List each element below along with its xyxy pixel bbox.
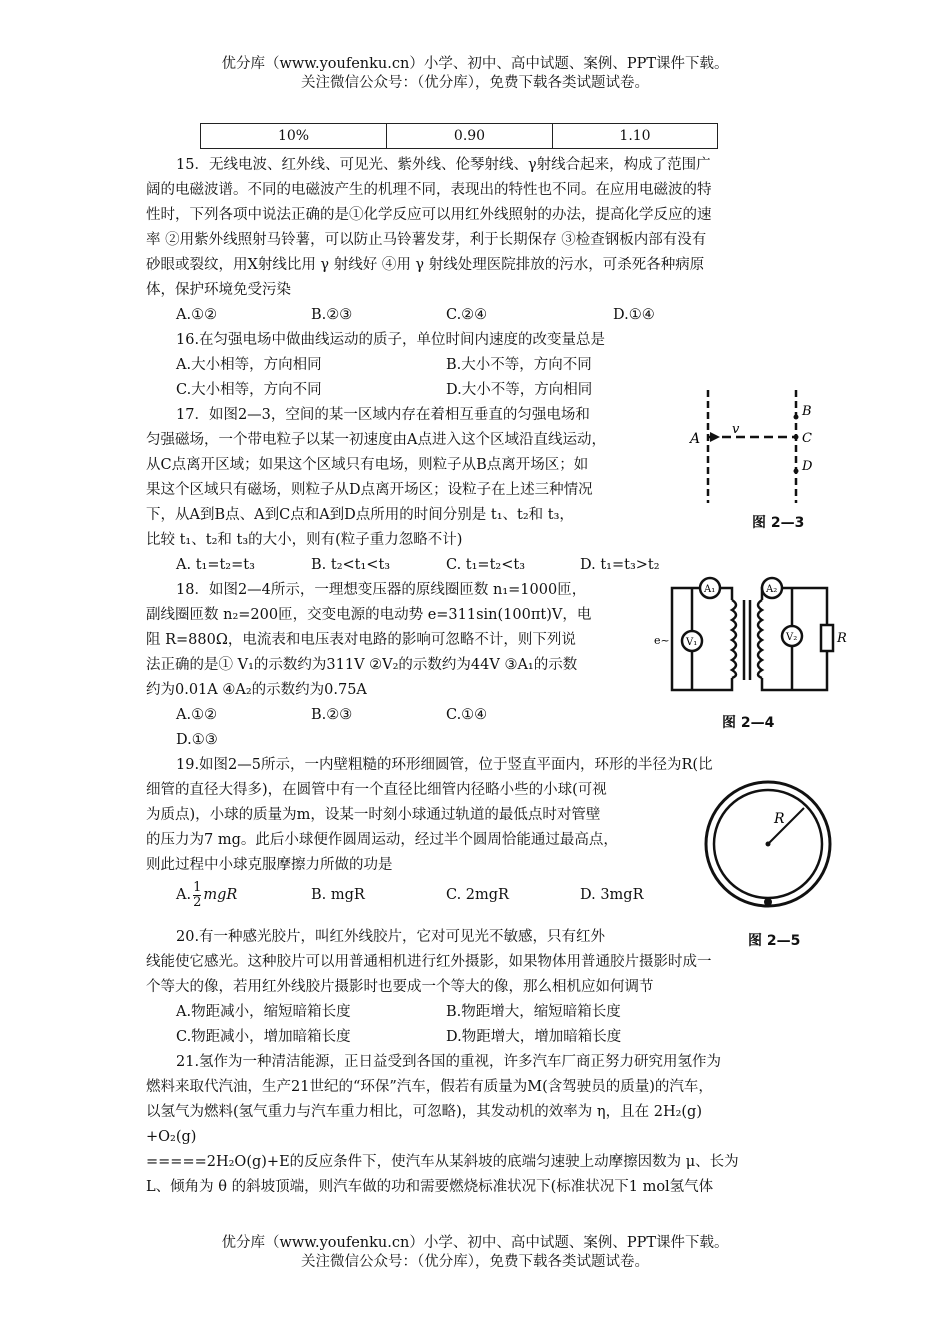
q16-option-d: D.大小不等，方向相同 <box>446 382 593 398</box>
fig-label-v2: V₂ <box>786 632 798 643</box>
fig-label-r: R <box>837 631 847 646</box>
q18-line: 阻 R=880Ω，电流表和电压表对电路的影响可忽略不计，则下列说 <box>146 632 576 648</box>
q16-option-a: A.大小相等，方向相同 <box>176 357 322 373</box>
q17-option-d: D. t₁=t₃>t₂ <box>580 557 660 573</box>
data-table <box>200 123 718 149</box>
q20-option-a: A.物距减小，缩短暗箱长度 <box>176 1004 351 1020</box>
q15-option-c: C.②④ <box>446 307 488 323</box>
header-line-2: 关注微信公众号：（优分库），免费下载各类试题试卷。 <box>301 75 649 91</box>
header-line-1: 优分库（www.youfenku.cn）小学、初中、高中试题、案例、PPT课件下载。 <box>221 56 729 72</box>
q18-line: 法正确的是① V₁的示数约为311V ②V₂的示数约为44V ③A₁的示数 <box>146 657 578 673</box>
fig-label-b: B <box>802 404 812 419</box>
q19-line: 则此过程中小球克服摩擦力所做的功是 <box>146 857 393 873</box>
q16-option-b: B.大小不等，方向不同 <box>446 357 592 373</box>
q17-line: 果这个区域只有磁场，则粒子从D点离开场区；设粒子在上述三种情况 <box>146 482 593 498</box>
fraction-numerator: 1 <box>193 879 202 895</box>
q17-option-c: C. t₁=t₂<t₃ <box>446 557 526 573</box>
q18-option-d: D.①③ <box>176 732 218 748</box>
q19-option-a-prefix: A. <box>176 887 192 903</box>
q19-line: 19.如图2—5所示，一内壁粗糙的环形细圆管，位于竖直平面内，环形的半径为R(比 <box>176 757 713 773</box>
q19-line: 的压力为7 mg。此后小球便作圆周运动，经过半个圆周恰能通过最高点， <box>146 832 618 848</box>
q21-line: L、倾角为 θ 的斜坡顶端，则汽车做的功和需要燃烧标准状况下(标准状况下1 mol氢气体 <box>146 1179 714 1195</box>
q19-line: 细管的直径大得多)，在圆管中有一个直径比细管内径略小些的小球(可视 <box>146 782 607 798</box>
q17-line: 下，从A到B点、A到C点和A到D点所用的时间分别是 t₁、t₂和 t₃， <box>146 507 574 523</box>
q20-option-d: D.物距增大，增加暗箱长度 <box>446 1029 622 1045</box>
fig-label-a: A <box>690 431 701 447</box>
q16-option-c: C.大小相等，方向不同 <box>176 382 322 398</box>
q16-stem: 16.在匀强电场中做曲线运动的质子，单位时间内速度的改变量总是 <box>176 332 606 348</box>
q21-line: =====2H₂O(g)+E的反应条件下，使汽车从某斜坡的底端匀速驶上动摩擦因数为 μ、长为 <box>146 1154 739 1170</box>
figure-2-4 <box>652 570 852 710</box>
table-cell: 0.90 <box>387 124 553 149</box>
q20-line: 线能使它感光。这种胶片可以用普通相机进行红外摄影，如果物体用普通胶片摄影时成一 <box>146 954 712 970</box>
q21-line: 21.氢作为一种清洁能源，正日益受到各国的重视，许多汽车厂商正努力研究用氢作为 <box>176 1054 722 1070</box>
q15-line: 15．无线电波、红外线、可见光、紫外线、伦琴射线、γ射线合起来，构成了范围广 <box>176 157 711 173</box>
q15-line: 砂眼或裂纹，用X射线比用 γ 射线好 ④用 γ 射线处理医院排放的污水，可杀死各种病原 <box>146 257 705 273</box>
q15-line: 性时，下列各项中说法正确的是①化学反应可以用红外线照射的办法，提高化学反应的速 <box>146 207 712 223</box>
q15-option-a: A.①② <box>176 307 218 323</box>
table-cell: 10% <box>201 124 387 149</box>
q17-option-b: B. t₂<t₁<t₃ <box>311 557 391 573</box>
q19-option-a-suffix: mgR <box>203 887 238 903</box>
q18-option-a: A.①② <box>176 707 218 723</box>
fig-label-a2: A₂ <box>766 584 778 595</box>
q18-option-b: B.②③ <box>311 707 353 723</box>
q18-line: 副线圈匝数 n₂=200匝，交变电源的电动势 e=311sin(100πt)V，电 <box>146 607 592 623</box>
q19-line: 为质点)，小球的质量为m，设某一时刻小球通过轨道的最低点时对管壁 <box>146 807 601 823</box>
q15-line: 阔的电磁波谱。不同的电磁波产生的机理不同，表现出的特性也不同。在应用电磁波的特 <box>146 182 712 198</box>
q15-line: 体，保护环境免受污染 <box>146 282 291 298</box>
q21-line: 燃料来取代汽油，生产21世纪的“环保”汽车，假若有质量为M(含驾驶员的质量)的汽车， <box>146 1079 713 1095</box>
figure-2-4-caption: 图 2—4 <box>722 715 775 731</box>
q17-option-a: A. t₁=t₂=t₃ <box>176 557 255 573</box>
q19-option-c: C. 2mgR <box>446 887 509 903</box>
fig-label-v: v <box>732 422 740 437</box>
fig-label-d: D <box>802 459 813 474</box>
q15-option-d: D.①④ <box>613 307 655 323</box>
q20-option-b: B.物距增大，缩短暗箱长度 <box>446 1004 621 1020</box>
fig-label-e: e~ <box>654 634 670 647</box>
fig-label-a1: A₁ <box>704 584 716 595</box>
figure-2-3 <box>688 385 838 505</box>
q19-option-a <box>176 878 237 912</box>
q18-line: 18．如图2—4所示，一理想变压器的原线圈匝数 n₁=1000匝， <box>176 582 587 598</box>
q15-line: 率 ②用紫外线照射马铃薯，可以防止马铃薯发芽，利于长期保存 ③检查钢板内部有没有 <box>146 232 707 248</box>
q19-option-d: D. 3mgR <box>580 887 644 903</box>
footer-line-2: 关注微信公众号：（优分库），免费下载各类试题试卷。 <box>301 1254 649 1270</box>
figure-2-3-caption: 图 2—3 <box>752 515 805 531</box>
q19-option-b: B. mgR <box>311 887 365 903</box>
q20-option-c: C.物距减小，增加暗箱长度 <box>176 1029 351 1045</box>
q15-option-b: B.②③ <box>311 307 353 323</box>
q21-line: +O₂(g) <box>146 1129 197 1145</box>
table-row <box>201 124 718 149</box>
q17-line: 匀强磁场，一个带电粒子以某一初速度由A点进入这个区域沿直线运动， <box>146 432 606 448</box>
table-cell: 1.10 <box>553 124 718 149</box>
figure-2-5-caption: 图 2—5 <box>748 933 801 949</box>
fraction <box>193 881 201 910</box>
q20-line: 个等大的像，若用红外线胶片摄影时也要成一个等大的像，那么相机应如何调节 <box>146 979 654 995</box>
q20-line: 20.有一种感光胶片，叫红外线胶片，它对可见光不敏感，只有红外 <box>176 929 606 945</box>
fig-label-c: C <box>802 431 812 446</box>
fig-label-v1: V₁ <box>686 637 698 648</box>
fraction-denominator: 2 <box>193 894 202 910</box>
q17-line: 从C点离开区域；如果这个区域只有电场，则粒子从B点离开场区；如 <box>146 457 589 473</box>
fig-label-radius: R <box>774 811 785 827</box>
q21-line: 以氢气为燃料(氢气重力与汽车重力相比，可忽略)，其发动机的效率为 η，且在 2H₂(g) <box>146 1104 702 1120</box>
figure-2-5 <box>700 778 840 913</box>
q18-line: 约为0.01A ④A₂的示数约为0.75A <box>146 682 367 698</box>
q17-line: 17．如图2—3，空间的某一区域内存在着相互垂直的匀强电场和 <box>176 407 590 423</box>
footer-line-1: 优分库（www.youfenku.cn）小学、初中、高中试题、案例、PPT课件下载。 <box>221 1235 729 1251</box>
q17-line: 比较 t₁、t₂和 t₃的大小，则有(粒子重力忽略不计) <box>146 532 463 548</box>
q18-option-c: C.①④ <box>446 707 488 723</box>
